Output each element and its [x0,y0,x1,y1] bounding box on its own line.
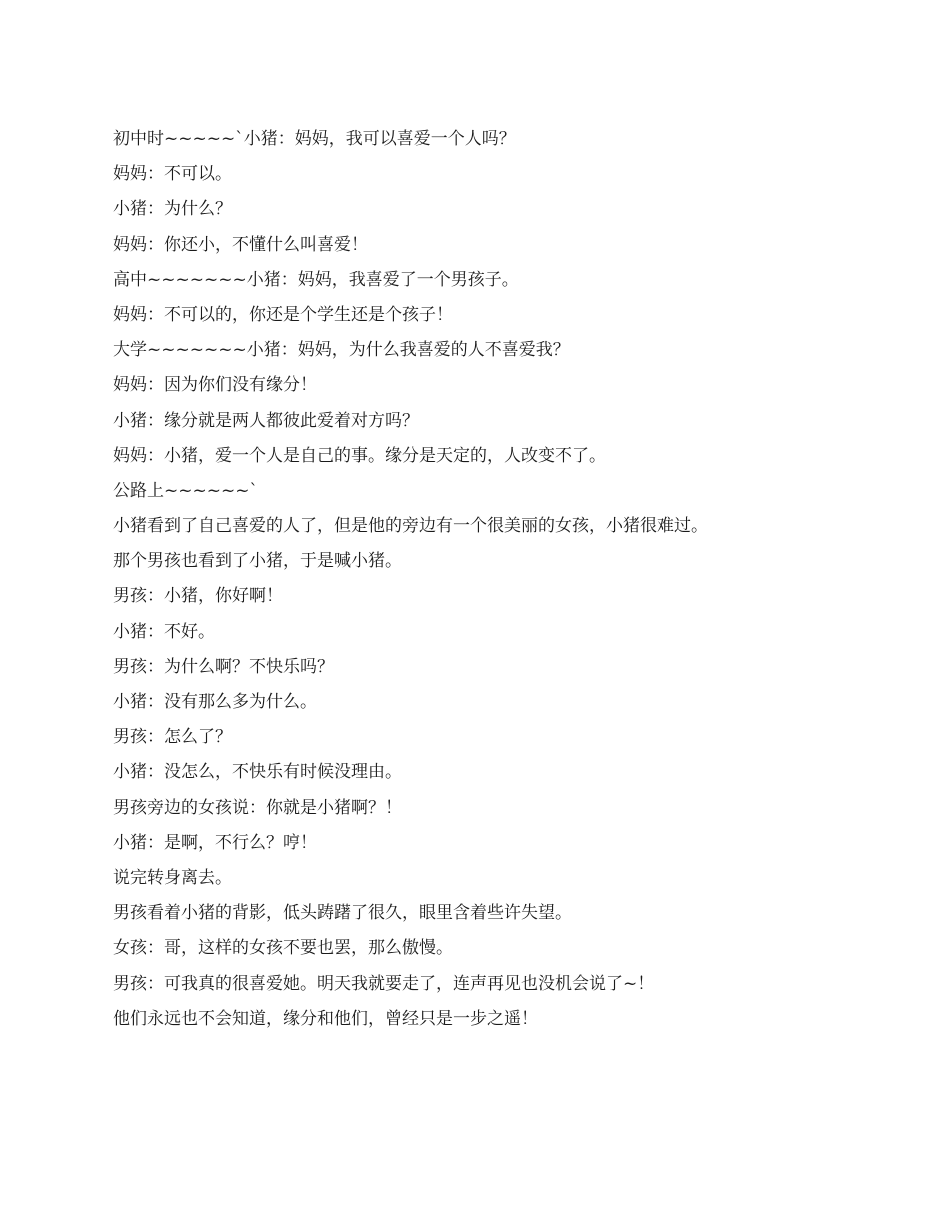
text-line: 小猪：为什么？ [113,199,232,220]
text-line: 小猪：没怎么，不快乐有时候没理由。 [113,762,402,783]
text-line: 男孩旁边的女孩说：你就是小猪啊？！ [113,797,402,818]
text-line: 大学~~~~~~~小猪：妈妈，为什么我喜爱的人不喜爱我？ [113,340,570,361]
text-line: 小猪：是啊，不行么？哼！ [113,832,317,853]
text-line: 女孩：哥，这样的女孩不要也罢，那么傲慢。 [113,938,453,959]
text-line: 男孩：小猪，你好啊！ [113,586,283,607]
text-line: 妈妈：不可以的，你还是个学生还是个孩子！ [113,304,453,325]
text-line: 公路上~~~~~~` [113,480,258,501]
text-line: 小猪看到了自己喜爱的人了，但是他的旁边有一个很美丽的女孩，小猪很难过。 [113,516,708,537]
text-line: 妈妈：你还小，不懂什么叫喜爱！ [113,234,368,255]
text-line: 男孩：怎么了？ [113,727,232,748]
text-line: 男孩：为什么啊？不快乐吗？ [113,656,334,677]
text-line: 妈妈：不可以。 [113,164,232,185]
text-line: 那个男孩也看到了小猪，于是喊小猪。 [113,551,402,572]
text-line: 初中时~~~~~`小猪：妈妈，我可以喜爱一个人吗？ [113,129,516,149]
text-line: 他们永远也不会知道，缘分和他们，曾经只是一步之遥！ [113,1008,538,1029]
text-line: 小猪：不好。 [113,621,215,642]
text-line: 高中~~~~~~~小猪：妈妈，我喜爱了一个男孩子。 [113,269,519,290]
text-line: 小猪：缘分就是两人都彼此爱着对方吗？ [113,410,419,431]
text-line: 妈妈：因为你们没有缘分！ [113,375,317,396]
text-line: 小猪：没有那么多为什么。 [113,692,317,712]
text-line: 男孩看着小猪的背影，低头踌躇了很久，眼里含着些许失望。 [113,903,572,924]
text-line: 说完转身离去。 [113,867,232,888]
text-line: 妈妈：小猪，爱一个人是自己的事。缘分是天定的，人改变不了。 [113,445,606,466]
document-body [113,122,873,1037]
text-line: 男孩：可我真的很喜爱她。明天我就要走了，连声再见也没机会说了~！ [113,973,655,994]
